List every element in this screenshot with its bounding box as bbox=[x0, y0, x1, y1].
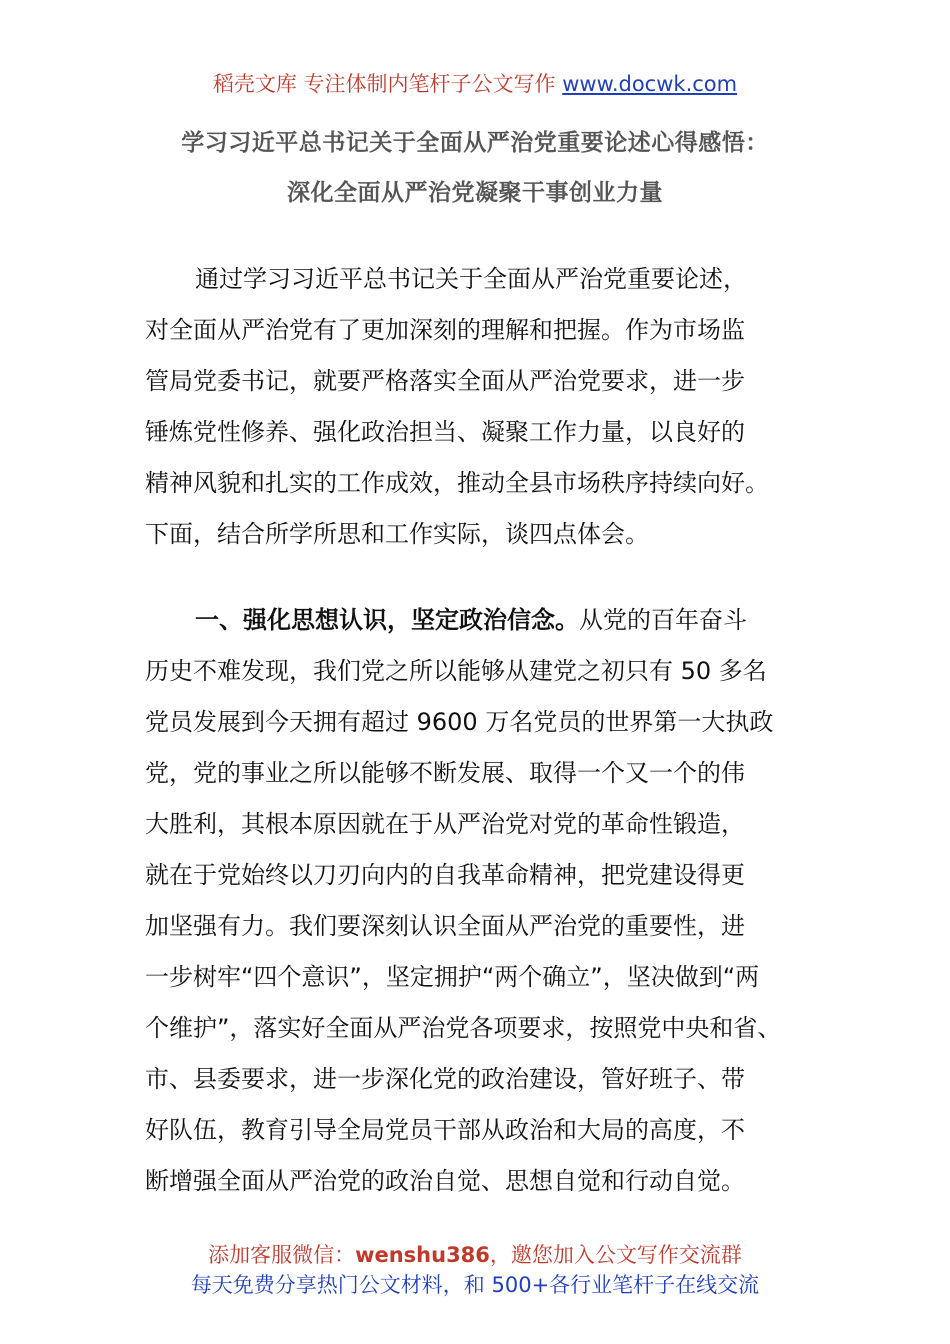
section-heading: 一、强化思想认识，坚定政治信念。 bbox=[195, 606, 579, 634]
paragraph-line: 断增强全面从严治党的政治自觉、思想自觉和行动自觉。 bbox=[145, 1167, 745, 1195]
footer-suffix: ，邀您加入公文写作交流群 bbox=[489, 1243, 742, 1267]
paragraph-line: 党员发展到今天拥有超过 9600 万名党员的世界第一大执政 bbox=[145, 708, 774, 736]
watermark-header bbox=[0, 70, 950, 98]
document-title-line-2: 深化全面从严治党凝聚干事创业力量 bbox=[287, 180, 663, 206]
watermark-footer-line-2: 每天免费分享热门公文材料，和 500+各行业笔杆子在线交流 bbox=[190, 1273, 760, 1297]
paragraph-line: 个维护”，落实好全面从严治党各项要求，按照党中央和省、 bbox=[145, 1014, 782, 1042]
paragraph-line: 加坚强有力。我们要深刻认识全面从严治党的重要性，进 bbox=[145, 912, 745, 940]
paragraph-first-line bbox=[145, 595, 810, 646]
paragraph-section-one bbox=[145, 595, 810, 1207]
header-link[interactable]: www.docwk.com bbox=[562, 72, 738, 96]
paragraph-intro bbox=[145, 254, 810, 560]
paragraph-line: 历史不难发现，我们党之所以能够从建党之初只有 50 多名 bbox=[145, 657, 767, 685]
footer-prefix: 添加客服微信： bbox=[208, 1243, 356, 1267]
watermark-footer-line-1 bbox=[0, 1241, 950, 1269]
paragraph-line: 精神风貌和扎实的工作成效，推动全县市场秩序持续向好。 bbox=[145, 469, 769, 497]
paragraph-line: 管局党委书记，就要严格落实全面从严治党要求，进一步 bbox=[145, 367, 745, 395]
paragraph-line: 大胜利，其根本原因就在于从严治党对党的革命性锻造， bbox=[145, 810, 745, 838]
section-first-line-text: 从党的百年奋斗 bbox=[579, 606, 747, 634]
paragraph-line: 通过学习习近平总书记关于全面从严治党重要论述， bbox=[195, 265, 747, 293]
paragraph-line: 一步树牢“四个意识”，坚定拥护“两个确立”，坚决做到“两 bbox=[145, 963, 760, 991]
paragraph-line: 就在于党始终以刀刃向内的自我革命精神，把党建设得更 bbox=[145, 861, 745, 889]
paragraph-line: 对全面从严治党有了更加深刻的理解和把握。作为市场监 bbox=[145, 316, 745, 344]
paragraph-line: 下面，结合所学所思和工作实际，谈四点体会。 bbox=[145, 520, 649, 548]
paragraph-line: 好队伍，教育引导全局党员干部从政治和大局的高度，不 bbox=[145, 1116, 745, 1144]
paragraph-line: 党，党的事业之所以能够不断发展、取得一个又一个的伟 bbox=[145, 759, 745, 787]
header-text: 稻壳文库 专注体制内笔杆子公文写作 bbox=[212, 72, 563, 96]
document-title-line-1: 学习习近平总书记关于全面从严治党重要论述心得感悟： bbox=[181, 130, 769, 156]
paragraph-line: 锤炼党性修养、强化政治担当、凝聚工作力量，以良好的 bbox=[145, 418, 745, 446]
paragraph-line: 市、县委要求，进一步深化党的政治建设，管好班子、带 bbox=[145, 1065, 745, 1093]
footer-wechat-id: wenshu386 bbox=[355, 1243, 490, 1267]
